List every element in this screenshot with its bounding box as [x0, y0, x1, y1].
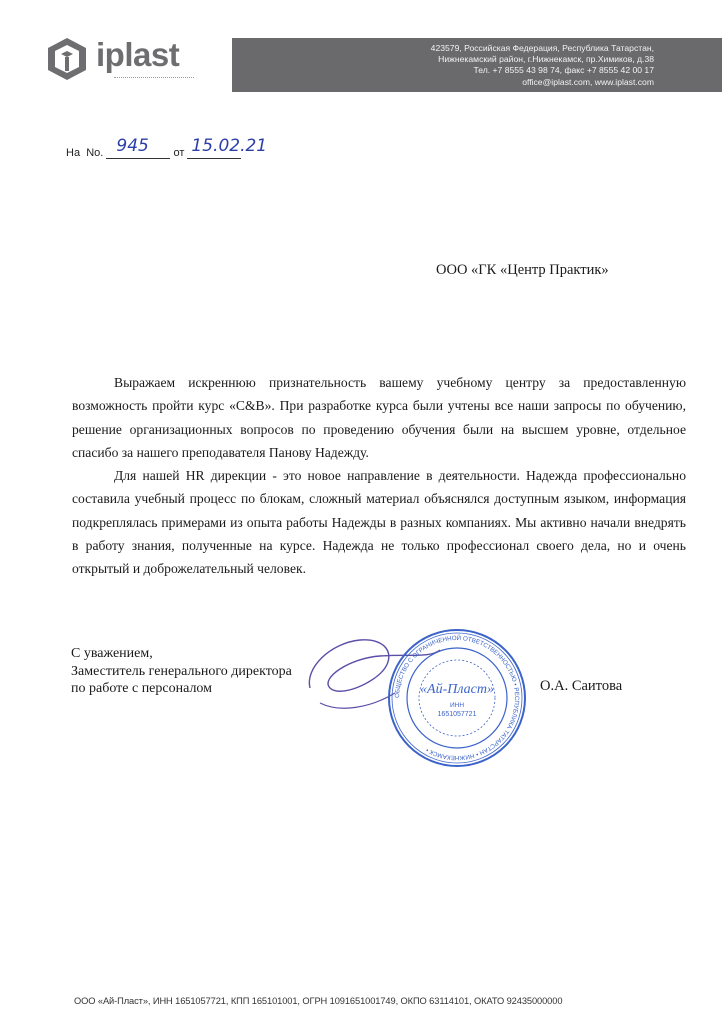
ref-date-line — [187, 136, 268, 159]
address-line: Нижнекамский район, г.Нижнекамск, пр.Химиков, д.38 — [438, 54, 654, 65]
letter-body — [72, 371, 686, 581]
svg-text:ОБЩЕСТВО С ОГРАНИЧЕННОЙ ОТВЕТС — [394, 634, 520, 761]
logo-wordmark: iplast — [96, 36, 180, 73]
company-logo — [44, 36, 194, 86]
handwritten-date: 15.02.21 — [191, 136, 268, 156]
ref-label-no: No. — [86, 147, 104, 159]
stamp-inn-label: ИНН — [449, 702, 465, 709]
signatory-title-cont: по работе с персоналом — [71, 681, 213, 696]
reference-line — [66, 136, 268, 159]
company-stamp — [386, 627, 528, 769]
stamp-company-name: «Ай-Пласт» — [420, 682, 494, 697]
closing-salutation: С уважением, — [71, 646, 153, 661]
letterhead-address — [431, 43, 654, 88]
handwritten-number: 945 — [116, 136, 149, 156]
phone-line: Тел. +7 8555 43 98 74, факс +7 8555 42 00 17 — [473, 65, 654, 76]
contact-line: office@iplast.com, www.iplast.com — [522, 76, 654, 87]
iplast-hexagon-logo-icon — [44, 36, 90, 82]
ref-label-ot: от — [173, 147, 185, 159]
stamp-inn-number: 1651057721 — [437, 711, 477, 718]
ref-label-na: На — [66, 147, 81, 159]
body-paragraph: Для нашей HR дирекции - это новое направление в деятельности. Надежда профессионально составила учебный процесс по блокам, сложный материал объяснялся доступным языком, информация подкреплялась примерами из опыта работы Надежды в разных компаниях. Мы активно начали внедрять в работу знания, полученные на курсе. Надежда не только профессионал своего дела, но и очень открытый и доброжелательный человек. — [72, 468, 686, 577]
body-paragraph: Выражаем искреннюю признательность вашему учебному центру за предоставленную возможность пройти курс «С&В». При разработке курса были учтены все наши запросы по обучению, решение организационных вопросов по проведению обучения были на высшем уровне, отдельное спасибо за нашего преподавателя Панову Надежду. — [72, 375, 686, 460]
stamp-ring-text: ОБЩЕСТВО С ОГРАНИЧЕННОЙ ОТВЕТСТВЕННОСТЬЮ • РЕСПУБЛИКА ТАТАРСТАН • НИЖНЕКАМСК • — [393, 634, 521, 762]
ref-number-line — [106, 136, 170, 159]
address-line: 423579, Российская Федерация, Республика Татарстан, — [430, 43, 654, 53]
closing-block — [71, 645, 292, 698]
signatory-title: Заместитель генерального директора — [71, 663, 292, 679]
recipient: ООО «ГК «Центр Практик» — [436, 262, 609, 278]
footer-requisites: ООО «Ай-Пласт», ИНН 1651057721, КПП 165101001, ОГРН 1091651001749, ОКПО 63114101, ОКАТО 92435000000 — [74, 996, 563, 1006]
signatory-name: О.А. Саитова — [540, 678, 623, 694]
logo-tagline-line — [114, 74, 194, 78]
